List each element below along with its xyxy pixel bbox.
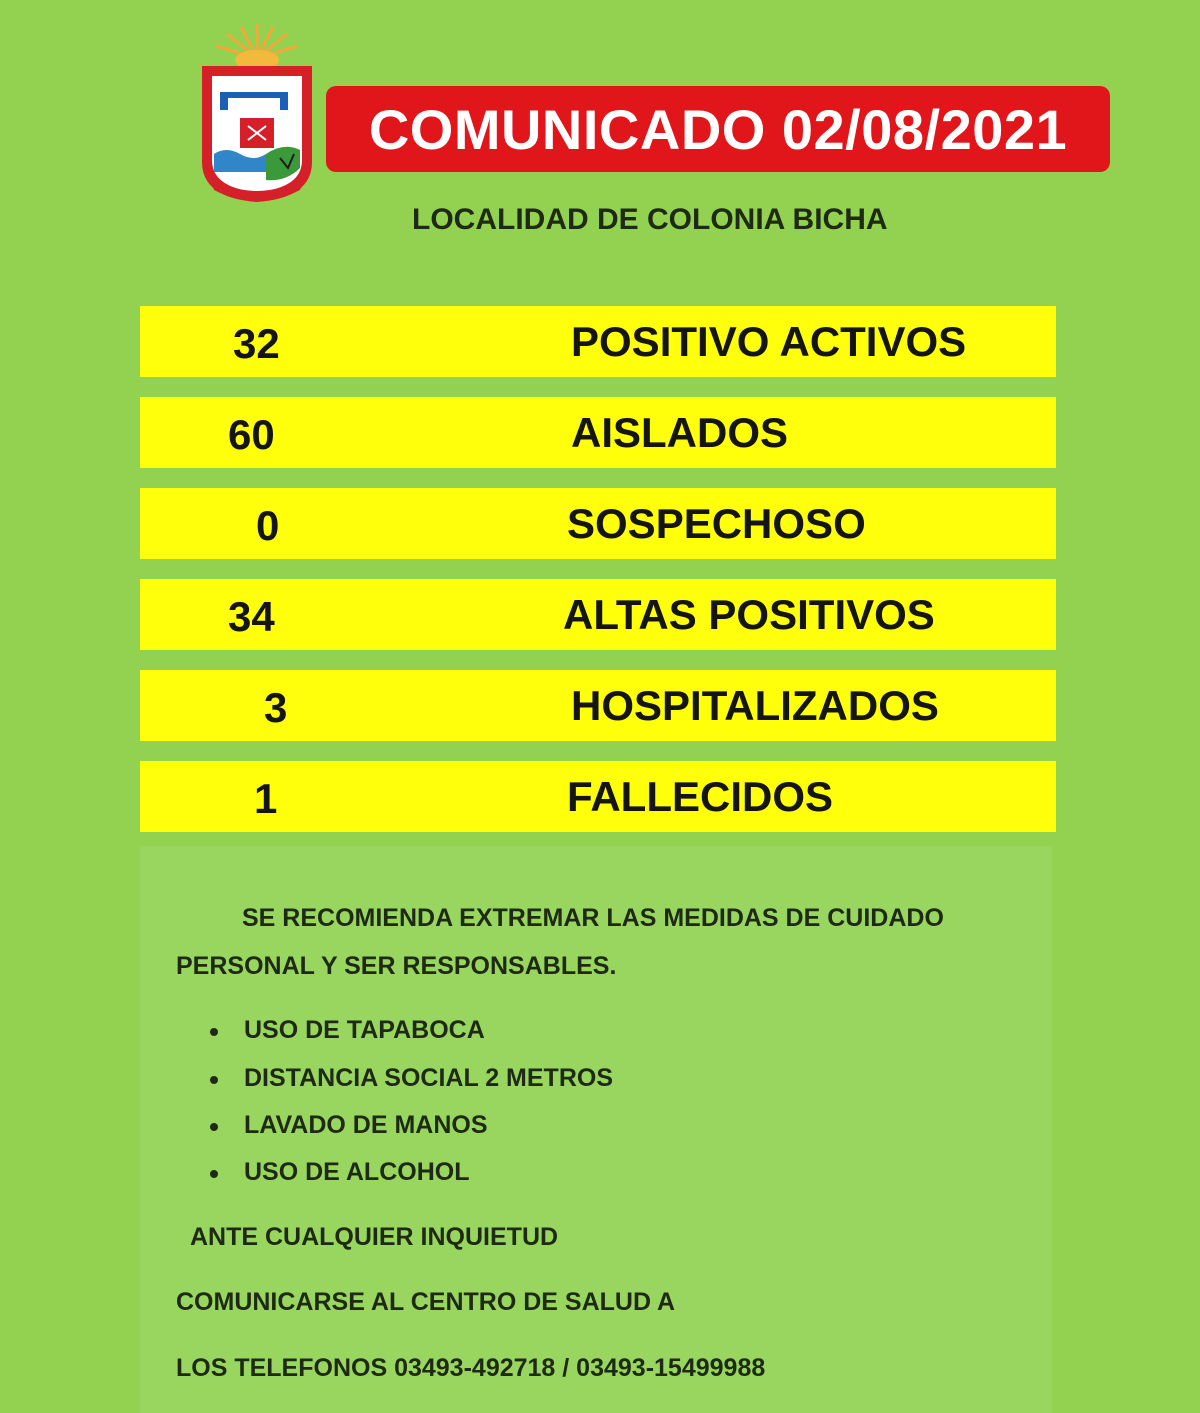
stat-label: ALTAS POSITIVOS [563,591,935,638]
stat-label: AISLADOS [571,409,789,456]
contact-line-2: COMUNICARSE AL CENTRO DE SALUD A [176,1288,676,1316]
contact-line-1: ANTE CUALQUIER INQUIETUD [190,1223,559,1251]
stats-table [140,306,1056,852]
recommendation-item: USO DE ALCOHOL [244,1158,470,1186]
stat-value: 60 [228,411,275,458]
stat-label: SOSPECHOSO [567,500,866,547]
recommendation-line-2: PERSONAL Y SER RESPONSABLES. [176,952,617,980]
stat-label: HOSPITALIZADOS [571,682,939,729]
bullet-icon [210,1028,218,1036]
stat-row-positivo-activos [140,306,1056,377]
bullet-icon [210,1170,218,1178]
recommendation-item: LAVADO DE MANOS [244,1111,488,1139]
stat-row-altas-positivos [140,579,1056,650]
page-title: COMUNICADO 02/08/2021 [368,97,1068,161]
stat-row-aislados [140,397,1056,468]
recommendation-item: USO DE TAPABOCA [244,1016,485,1044]
stat-row-sospechoso [140,488,1056,559]
stat-value: 32 [233,320,280,367]
stat-value: 3 [264,684,288,731]
recommendation-line-1: SE RECOMIENDA EXTREMAR LAS MEDIDAS DE CUIDADO [242,904,944,932]
stat-value: 1 [254,775,278,822]
stat-label: POSITIVO ACTIVOS [571,318,967,365]
title-banner [326,86,1110,172]
locality-subtitle: LOCALIDAD DE COLONIA BICHA [412,203,888,236]
stat-value: 0 [256,502,280,549]
bullet-icon [210,1076,218,1084]
recommendation-item: DISTANCIA SOCIAL 2 METROS [244,1064,614,1092]
stat-row-fallecidos [140,761,1056,832]
stat-row-hospitalizados [140,670,1056,741]
contact-phones: LOS TELEFONOS 03493-492718 / 03493-15499988 [176,1354,766,1382]
stat-value: 34 [228,593,275,640]
bullet-icon [210,1123,218,1131]
stat-label: FALLECIDOS [567,773,834,820]
municipal-crest-logo [196,22,318,204]
